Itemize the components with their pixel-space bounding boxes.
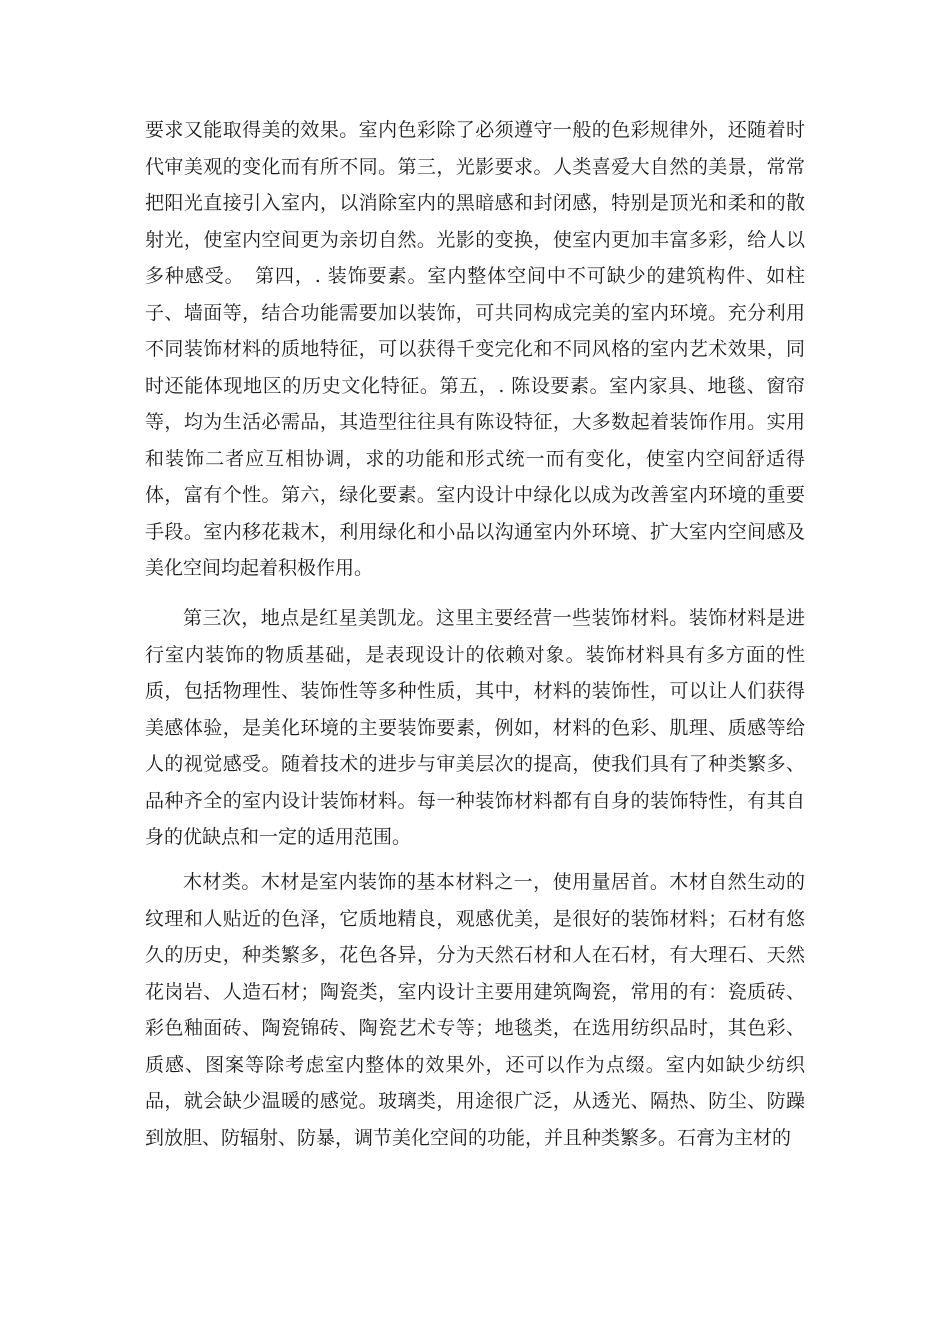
paragraph-materials: 木材类。木材是室内装饰的基本材料之一，使用量居首。木材自然生动的纹理和人贴近的色泽，它质地精良，观感优美，是很好的装饰材料；石材有悠久的历史，种类繁多，花色各异，分为天然石材和人在石材，有大理石、天然花岗岩、人造石材；陶瓷类，室内设计主要用建筑陶瓷，常用的有：瓷质砖、彩色釉面砖、陶瓷锦砖、陶瓷艺术专等；地毯类，在选用纺织品时，其色彩、质感、图案等除考虑室内整体的效果外，还可以作为点缀。室内如缺少纺织品，就会缺少温暖的感觉。玻璃类，用途很广泛，从透光、隔热、防尘、防躁到放胆、防辐射、防暴，调节美化空间的功能，并且种类繁多。石膏为主材的 (145, 871, 805, 1149)
paragraph-third-visit: 第三次，地点是红星美凯龙。这里主要经营一些装饰材料。装饰材料是进行室内装饰的物质基础，是表现设计的依赖对象。装饰材料具有多方面的性质，包括物理性、装饰性等多种性质，其中，材料的装饰性，可以让人们获得美感体验，是美化环境的主要装饰要素，例如，材料的色彩、肌理、质感等给人的视觉感受。随着技术的进步与审美层次的提高，使我们具有了种类繁多、品种齐全的室内设计装饰材料。每一种装饰材料都有自身的装饰特性，有其自身的优缺点和一定的适用范围。 (145, 607, 805, 848)
paragraph-decorative-elements: 要求又能取得美的效果。室内色彩除了必须遵守一般的色彩规律外，还随着时代审美观的变化而有所不同。第三，光影要求。人类喜爱大自然的美景，常常把阳光直接引入室内，以消除室内的黑暗感和封闭感，特别是顶光和柔和的散射光，使室内空间更为亲切自然。光影的变换，使室内更加丰富多彩，给人以多种感受。 第四，. 装饰要素。室内整体空间中不可缺少的建筑构件、如柱子、墙面等，结合功能需要加以装饰，可共同构成完美的室内环境。充分利用不同装饰材料的质地特征，可以获得千变完化和不同风格的室内艺术效果，同时还能体现地区的历史文化特征。第五，. 陈设要素。室内家具、地毯、窗帘等，均为生活必需品，其造型往往具有陈设特征，大多数起着装饰作用。实用和装饰二者应互相协调，求的功能和形式统一而有变化，使室内空间舒适得体，富有个性。第六，绿化要素。室内设计中绿化以成为改善室内环境的重要手段。室内移花栽木，利用绿化和小品以沟通室内外环境、扩大室内空间感及美化空间均起着积极作用。 (145, 119, 805, 579)
